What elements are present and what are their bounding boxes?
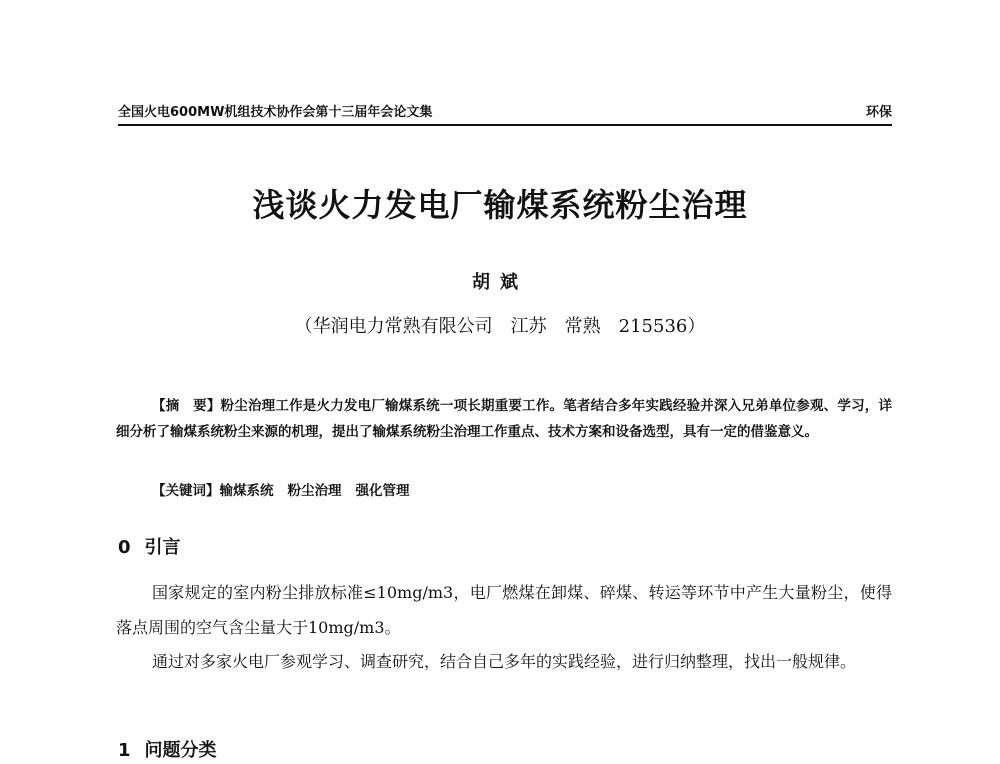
abstract [116, 393, 892, 445]
section-number: 0 [118, 537, 131, 558]
author-affiliation: （华润电力常熟有限公司 江苏 常熟 215536） [294, 316, 706, 337]
keyword: 强化管理 [355, 483, 410, 499]
running-header [118, 99, 892, 126]
keyword: 粉尘治理 [287, 483, 342, 499]
keyword: 输煤系统 [219, 483, 274, 499]
abstract-label: 【摘 要】 [152, 398, 221, 414]
section-title: 问题分类 [144, 740, 217, 761]
header-category: 环保 [865, 105, 892, 120]
paragraph: 国家规定的室内粉尘排放标准≤10mg/m3，电厂燃煤在卸煤、碎煤、转运等环节中产生大量粉尘，使得落点周围的空气含尘量大于10mg/m3。 [116, 583, 892, 637]
section-number: 1 [118, 740, 131, 761]
author-name: 胡斌 [472, 272, 528, 293]
section-heading-introduction [118, 535, 181, 561]
section-title: 引言 [144, 537, 181, 558]
keywords-label: 【关键词】 [152, 483, 220, 499]
header-proceedings-title: 全国火电600MW机组技术协作会第十三届年会论文集 [118, 105, 433, 120]
section-heading-problem-classification [118, 738, 217, 764]
paragraph: 通过对多家火电厂参观学习、调查研究，结合自己多年的实践经验，进行归纳整理，找出一般规律。 [152, 652, 857, 671]
paper-title: 浅谈火力发电厂输煤系统粉尘治理 [252, 186, 748, 224]
abstract-text: 粉尘治理工作是火力发电厂输煤系统一项长期重要工作。笔者结合多年实践经验并深入兄弟单位参观、学习，详细分析了输煤系统粉尘来源的机理，提出了输煤系统粉尘治理工作重点、技术方案和设备选型，具有一定的借鉴意义。 [116, 398, 893, 440]
keywords [152, 478, 424, 504]
